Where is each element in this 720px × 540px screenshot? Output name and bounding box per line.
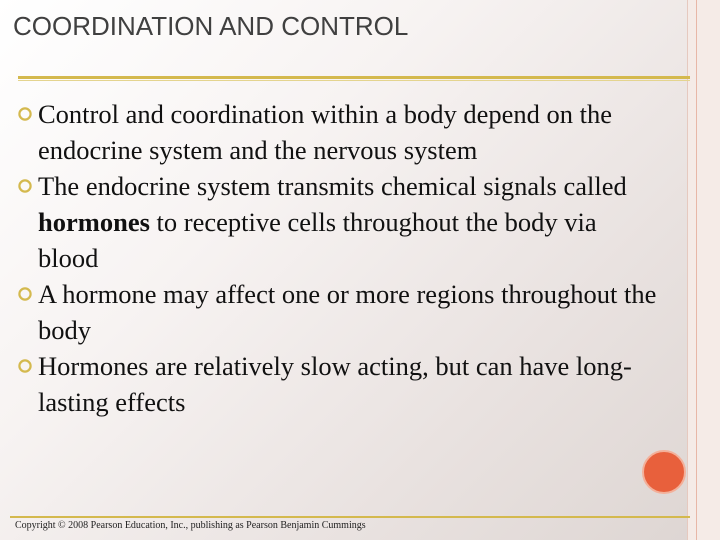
- slide-title: COORDINATION AND CONTROL: [13, 11, 409, 41]
- bullet-item-3: [18, 276, 658, 348]
- circle-bullet-icon: [18, 359, 32, 373]
- bullet-item-4: [18, 348, 658, 420]
- bullet-text-1: Control and coordination within a body depend on the endocrine system and the nervous system: [38, 99, 613, 165]
- bullet-text-2-before: The endocrine system transmits chemical signals called: [38, 171, 627, 201]
- bullet-item-1: [18, 96, 658, 168]
- bullet-text-2-after: to receptive cells throughout the body via blood: [38, 207, 597, 273]
- bullet-text-3: A hormone may affect one or more regions throughout the body: [38, 279, 657, 345]
- bullet-list: [18, 96, 658, 420]
- bullet-item-2: [18, 168, 658, 276]
- footer-divider: [10, 516, 690, 518]
- bullet-text-4: Hormones are relatively slow acting, but can have long-lasting effects: [38, 351, 632, 417]
- circle-bullet-icon: [18, 107, 32, 121]
- circle-bullet-icon: [18, 179, 32, 193]
- copyright-notice: Copyright © 2008 Pearson Education, Inc., publishing as Pearson Benjamin Cummings: [15, 520, 366, 531]
- right-stripe-line: [696, 0, 697, 540]
- right-decorative-stripe: [687, 0, 720, 540]
- bullet-text-2-bold: hormones: [38, 207, 150, 237]
- decorative-orange-circle: [642, 450, 686, 494]
- circle-bullet-icon: [18, 287, 32, 301]
- title-divider: [18, 76, 690, 79]
